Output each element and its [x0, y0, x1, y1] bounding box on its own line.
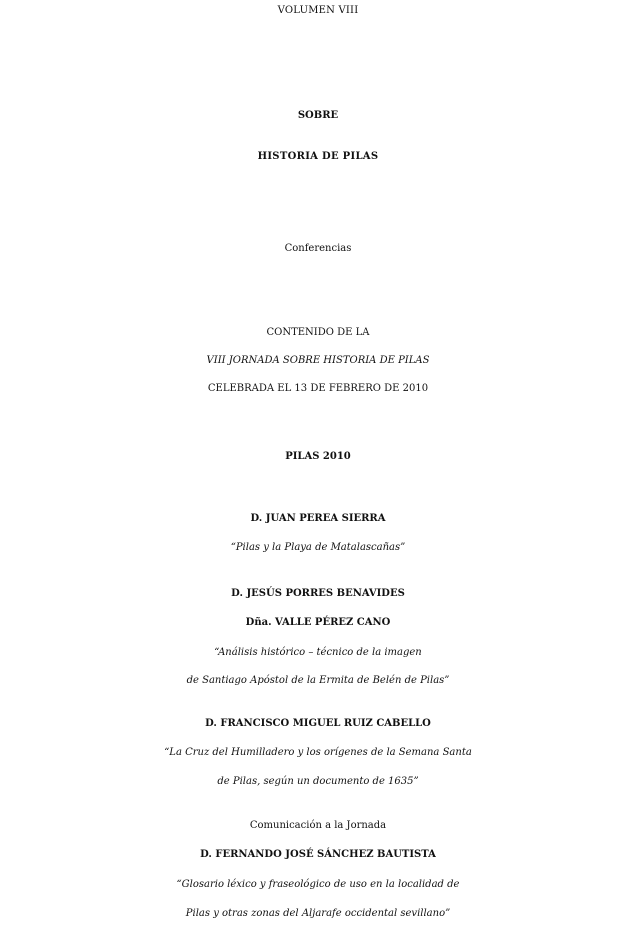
communication-label: Comunicación a la Jornada: [249, 820, 387, 831]
communication-author: D. FERNANDO JOSÉ SÁNCHEZ BAUTISTA: [200, 849, 436, 860]
lecture-2-title-line-2: de Santiago Apóstol de la Ermita de Belén de Pilas”: [186, 675, 450, 686]
lecture-2-author-2: Dña. VALLE PÉREZ CANO: [245, 617, 391, 628]
lecture-3-title-line-1: “La Cruz del Humilladero y los orígenes de la Semana Santa: [164, 747, 472, 758]
contents-line-1: CONTENIDO DE LA: [266, 327, 370, 338]
lecture-1-title: “Pilas y la Playa de Matalascañas”: [230, 542, 406, 553]
main-title-line-2: HISTORIA DE PILAS: [257, 151, 379, 162]
volume-label: VOLUMEN VIII: [277, 5, 359, 16]
contents-line-2: VIII JORNADA SOBRE HISTORIA DE PILAS: [206, 355, 430, 366]
lecture-2-author-1: D. JESÚS PORRES BENAVIDES: [231, 588, 405, 599]
communication-title-line-2: Pilas y otras zonas del Aljarafe occidental sevillano”: [185, 908, 451, 919]
subtitle: Conferencias: [284, 243, 352, 254]
communication-title-line-1: “Glosario léxico y fraseológico de uso en la localidad de: [176, 879, 460, 890]
lecture-1-author: D. JUAN PEREA SIERRA: [250, 513, 386, 524]
main-title-line-1: SOBRE: [297, 110, 339, 121]
imprint: PILAS 2010: [285, 451, 351, 462]
contents-line-3: CELEBRADA EL 13 DE FEBRERO DE 2010: [207, 383, 429, 394]
lecture-2-title-line-1: “Análisis histórico – técnico de la imagen: [214, 647, 422, 658]
lecture-3-author: D. FRANCISCO MIGUEL RUIZ CABELLO: [205, 718, 431, 729]
lecture-3-title-line-2: de Pilas, según un documento de 1635”: [217, 776, 419, 787]
